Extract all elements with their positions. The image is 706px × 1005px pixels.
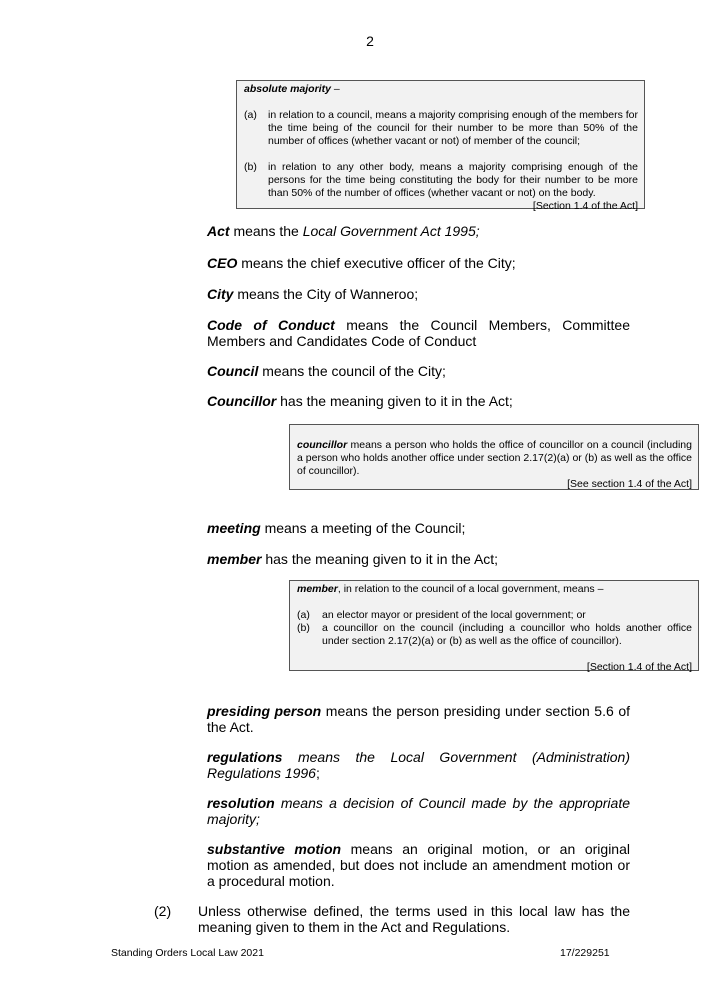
box-lead xyxy=(244,83,638,96)
item-label: (b) xyxy=(244,161,257,173)
term: Councillor xyxy=(207,393,277,409)
list-item xyxy=(297,622,692,648)
clause-2 xyxy=(154,903,630,935)
definition-councillor xyxy=(207,393,630,409)
absolute-majority-definition-box xyxy=(236,80,645,212)
box-term: absolute majority xyxy=(244,83,331,95)
definition-text: means a meeting of the Council; xyxy=(260,520,466,536)
definition-tail: ; xyxy=(315,765,320,781)
definition-text: means the City of Wanneroo; xyxy=(233,286,419,302)
footer-document-number: 17/229251 xyxy=(560,947,610,959)
definition-presiding-person xyxy=(207,703,630,735)
box-lead xyxy=(297,583,692,596)
page-number: 2 xyxy=(366,33,374,49)
item-label: (b) xyxy=(297,622,310,634)
member-definition-box xyxy=(289,580,699,671)
clause-number: (2) xyxy=(154,903,172,919)
box-lead-text: , in relation to the council of a local government, means – xyxy=(337,583,604,595)
term: Code of Conduct xyxy=(207,317,335,333)
list-item xyxy=(244,109,638,148)
definition-meeting xyxy=(207,520,630,536)
term: resolution xyxy=(207,795,275,811)
definition-text: means the chief executive officer of the City; xyxy=(237,255,516,271)
definition-ceo xyxy=(207,255,630,271)
definition-council xyxy=(207,363,630,379)
clause-text: Unless otherwise defined, the terms used in this local law has the meaning given to them in the Act and Regulations. xyxy=(198,903,630,935)
item-label: (a) xyxy=(244,109,257,121)
definition-text: means an original motion, or an original motion as amended, but does not include an amendment motion or a procedural motion. xyxy=(207,841,630,889)
definition-text: means the person presiding under section 5.6 of the Act. xyxy=(207,703,630,735)
term: presiding person xyxy=(207,703,322,719)
term: City xyxy=(207,286,234,302)
term: member xyxy=(207,551,262,567)
definition-member xyxy=(207,551,630,567)
box-text: means a person who holds the office of councillor on a council (including a person who holds another office under section 2.17(2)(a) or (b) as well as the office of councillor). xyxy=(297,439,692,477)
footer-title: Standing Orders Local Law 2021 xyxy=(111,947,264,959)
definition-text: means the council of the City; xyxy=(258,363,446,379)
definition-text: means the Council Members, Committee Members and Candidates Code of Conduct xyxy=(207,317,630,349)
definition-text: has the meaning given to it in the Act; xyxy=(276,393,513,409)
item-text: in relation to a council, means a majority comprising enough of the members for the time being of the council for their number to be more than 50% of the number of offices (whether vacant or not) of member of the council; xyxy=(268,109,639,147)
box-reference: [See section 1.4 of the Act] xyxy=(567,478,692,490)
definition-italic: means a decision of Council made by the appropriate majority; xyxy=(207,795,630,827)
definition-code-of-conduct xyxy=(207,317,630,349)
list-item xyxy=(297,609,692,622)
definition-substantive-motion xyxy=(207,841,630,889)
definition-city xyxy=(207,286,630,302)
term: Act xyxy=(207,223,230,239)
box-dash: – xyxy=(333,83,340,95)
term: Council xyxy=(207,363,259,379)
definition-regulations xyxy=(207,749,630,781)
item-label: (a) xyxy=(297,609,310,621)
box-definition xyxy=(297,439,692,478)
box-reference: [Section 1.4 of the Act] xyxy=(586,661,692,673)
list-item xyxy=(244,161,638,200)
definition-resolution xyxy=(207,795,630,827)
item-text: a councillor on the council (including a councillor who holds another office under section 2.17(2)(a) or (b) as well as the office of councillor). xyxy=(322,622,692,647)
definition-text: has the meaning given to it in the Act; xyxy=(261,551,499,567)
councillor-definition-box xyxy=(289,424,699,490)
definition-italic: means the Local Government (Administration) Regulations 1996 xyxy=(207,749,630,781)
definition-italic: Local Government Act 1995; xyxy=(302,223,480,239)
box-reference: [Section 1.4 of the Act] xyxy=(532,200,638,212)
term: substantive motion xyxy=(207,841,342,857)
term: regulations xyxy=(207,749,283,765)
definition-text: means the xyxy=(229,223,303,239)
item-text: in relation to any other body, means a majority comprising enough of the persons for the time being constituting the body for their number to be more than 50% of the number of offices (whether vacant or not) on the body. xyxy=(268,161,638,199)
definition-act xyxy=(207,223,630,239)
term: meeting xyxy=(207,520,261,536)
term: CEO xyxy=(207,255,238,271)
box-term: member xyxy=(297,583,338,595)
box-term: councillor xyxy=(297,439,348,451)
item-text: an elector mayor or president of the local government; or xyxy=(322,609,586,621)
